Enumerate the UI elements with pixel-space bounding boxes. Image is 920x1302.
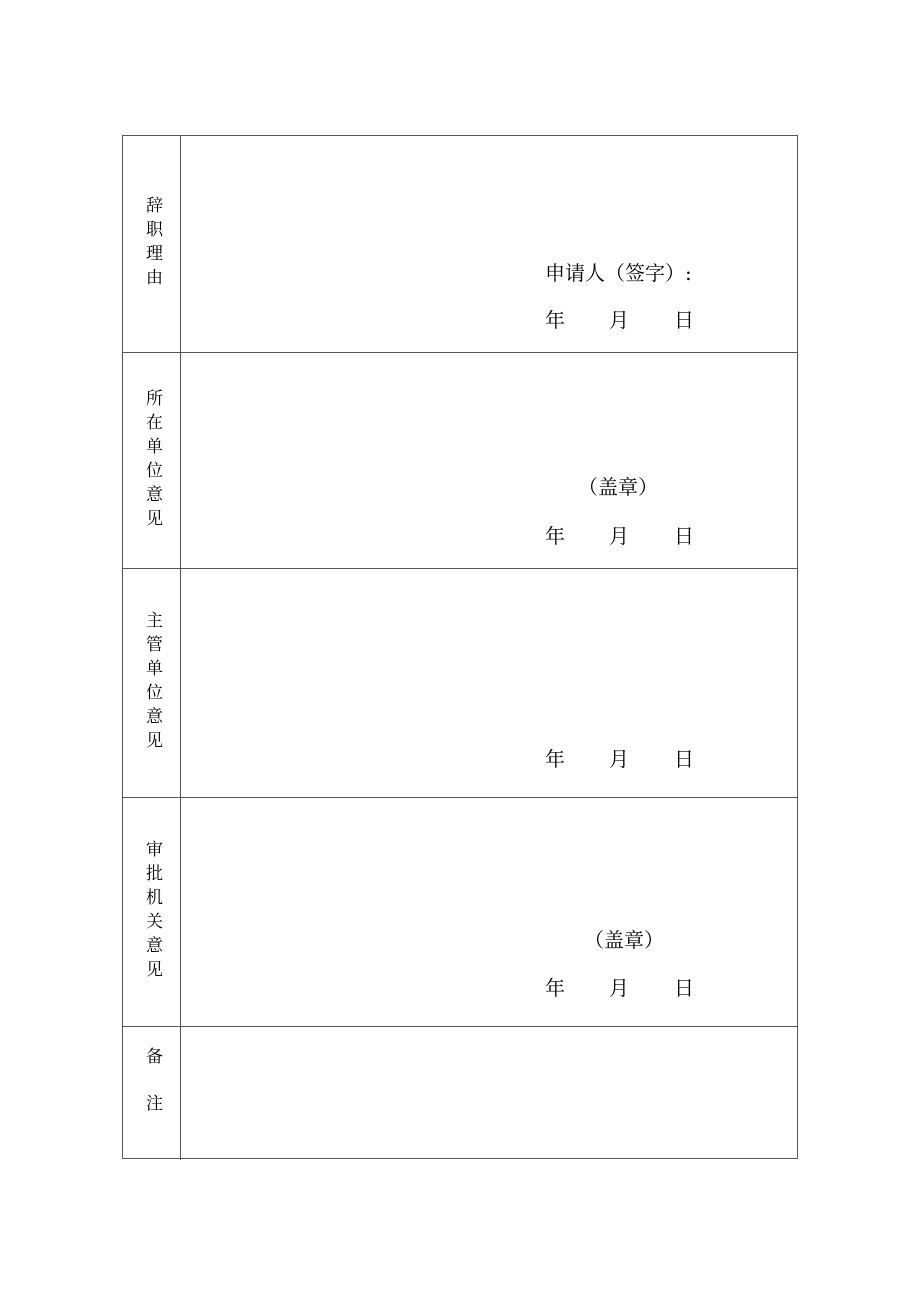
resignation-form-table: [122, 135, 798, 1159]
row-resignation-reason: [123, 136, 797, 353]
date-month: 月: [609, 308, 629, 332]
label-cell: [123, 798, 181, 1026]
date-month: 月: [609, 747, 629, 771]
seal-label: （盖章）: [578, 475, 658, 499]
row-remarks: [123, 1027, 797, 1160]
row-unit-opinion: [123, 353, 797, 569]
content-area-resignation-reason[interactable]: [181, 136, 797, 352]
row-label-supervisor-opinion: 主管单位意见: [142, 611, 162, 755]
date-year: 年: [545, 976, 565, 1000]
date-day: 日: [674, 747, 694, 771]
row-label-unit-opinion: 所在单位意见: [142, 388, 162, 533]
label-cell: [123, 353, 181, 568]
content-area-unit-opinion[interactable]: [181, 353, 797, 568]
date-day: 日: [674, 976, 694, 1000]
label-cell: [123, 136, 181, 352]
content-area-supervisor-opinion[interactable]: [181, 569, 797, 797]
content-area-remarks[interactable]: [181, 1027, 797, 1160]
date-year: 年: [545, 308, 565, 332]
label-cell: [123, 1027, 181, 1160]
date-month: 月: [609, 976, 629, 1000]
date-month: 月: [609, 524, 629, 548]
row-label-approval-opinion: 审批机关意见: [142, 840, 162, 984]
row-approval-opinion: [123, 798, 797, 1027]
label-cell: [123, 569, 181, 797]
date-year: 年: [545, 747, 565, 771]
row-supervisor-opinion: [123, 569, 797, 798]
row-label-remarks: 备注: [142, 1046, 162, 1141]
seal-label: （盖章）: [584, 928, 664, 952]
content-area-approval-opinion[interactable]: [181, 798, 797, 1026]
date-day: 日: [674, 524, 694, 548]
date-day: 日: [674, 308, 694, 332]
date-year: 年: [545, 524, 565, 548]
applicant-signature-label: 申请人（签字）:: [545, 261, 692, 285]
row-label-resignation-reason: 辞职理由: [142, 196, 162, 292]
